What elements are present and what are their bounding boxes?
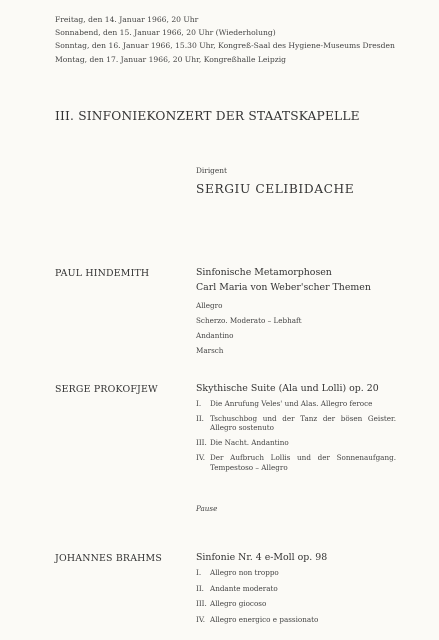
work-title: Sinfonische Metamorphosen: [196, 267, 332, 278]
movement-text: Der Aufbruch Lollis und der Sonnenaufgang. Tempestoso – Allegro: [210, 452, 396, 472]
composer-name: PAUL HINDEMITH: [55, 268, 150, 279]
movement-text: Allegro giocoso: [210, 599, 267, 609]
movement-text: Die Anrufung Veles' und Alas. Allegro feroce: [210, 399, 373, 408]
movement: [196, 584, 396, 594]
movement-number: I.: [196, 399, 202, 408]
date-line: Sonnabend, den 15. Januar 1966, 20 Uhr (Wiederholung): [55, 28, 276, 38]
work-block: [196, 265, 396, 358]
movement-list: [196, 399, 396, 472]
composer-name: JOHANNES BRAHMS: [55, 553, 162, 564]
date-line: Freitag, den 14. Januar 1966, 20 Uhr: [55, 15, 199, 24]
movement-text: Allegro energico e passionato: [210, 614, 319, 624]
date-line: Montag, den 17. Januar 1966, 20 Uhr, Kongreßhalle Leipzig: [55, 54, 287, 64]
movement-number: III.: [196, 599, 207, 609]
work-block: [196, 381, 396, 477]
movement: Marsch: [196, 346, 224, 355]
movement: Andantino: [196, 331, 234, 340]
work-title: Skythische Suite (Ala und Lolli) op. 20: [196, 383, 379, 394]
concert-title: III. SINFONIEKONZERT DER STAATSKAPELLE: [55, 109, 360, 123]
work-title: Sinfonie Nr. 4 e-Moll op. 98: [196, 552, 328, 563]
work-block: [196, 550, 396, 630]
movement: [196, 453, 396, 472]
movement-number: IV.: [196, 614, 206, 624]
movement: [196, 438, 396, 448]
composer-name: SERGE PROKOFJEW: [55, 384, 158, 395]
pause-label: Pause: [196, 504, 218, 513]
movement-text: Allegro non troppo: [210, 568, 279, 577]
movement: Allegro: [196, 301, 223, 310]
movement-number: II.: [196, 583, 204, 593]
movement-list: [196, 568, 396, 624]
movement-text: Tschuschbog und der Tanz der bösen Geister. Allegro sostenuto: [210, 413, 396, 433]
movement: Scherzo. Moderato – Lebhaft: [196, 316, 302, 325]
movement: [196, 414, 396, 433]
movement: [196, 615, 396, 625]
conductor-name: SERGIU CELIBIDACHE: [196, 182, 355, 196]
movement-number: I.: [196, 568, 202, 577]
date-line: Sonntag, den 16. Januar 1966, 15.30 Uhr, Kongreß-Saal des Hygiene-Museums Dresden: [55, 41, 395, 51]
concert-dates: [55, 13, 395, 66]
movement: [196, 599, 396, 609]
movement-number: III.: [196, 438, 207, 448]
movement-number: II.: [196, 413, 204, 423]
movement: [196, 568, 396, 578]
work-title: Carl Maria von Weber'scher Themen: [196, 282, 371, 293]
movement-text: Andante moderato: [210, 583, 278, 593]
movement-text: Die Nacht. Andantino: [210, 438, 289, 448]
conductor-label: Dirigent: [196, 166, 228, 175]
movement: [196, 399, 396, 409]
movement-number: IV.: [196, 452, 206, 462]
